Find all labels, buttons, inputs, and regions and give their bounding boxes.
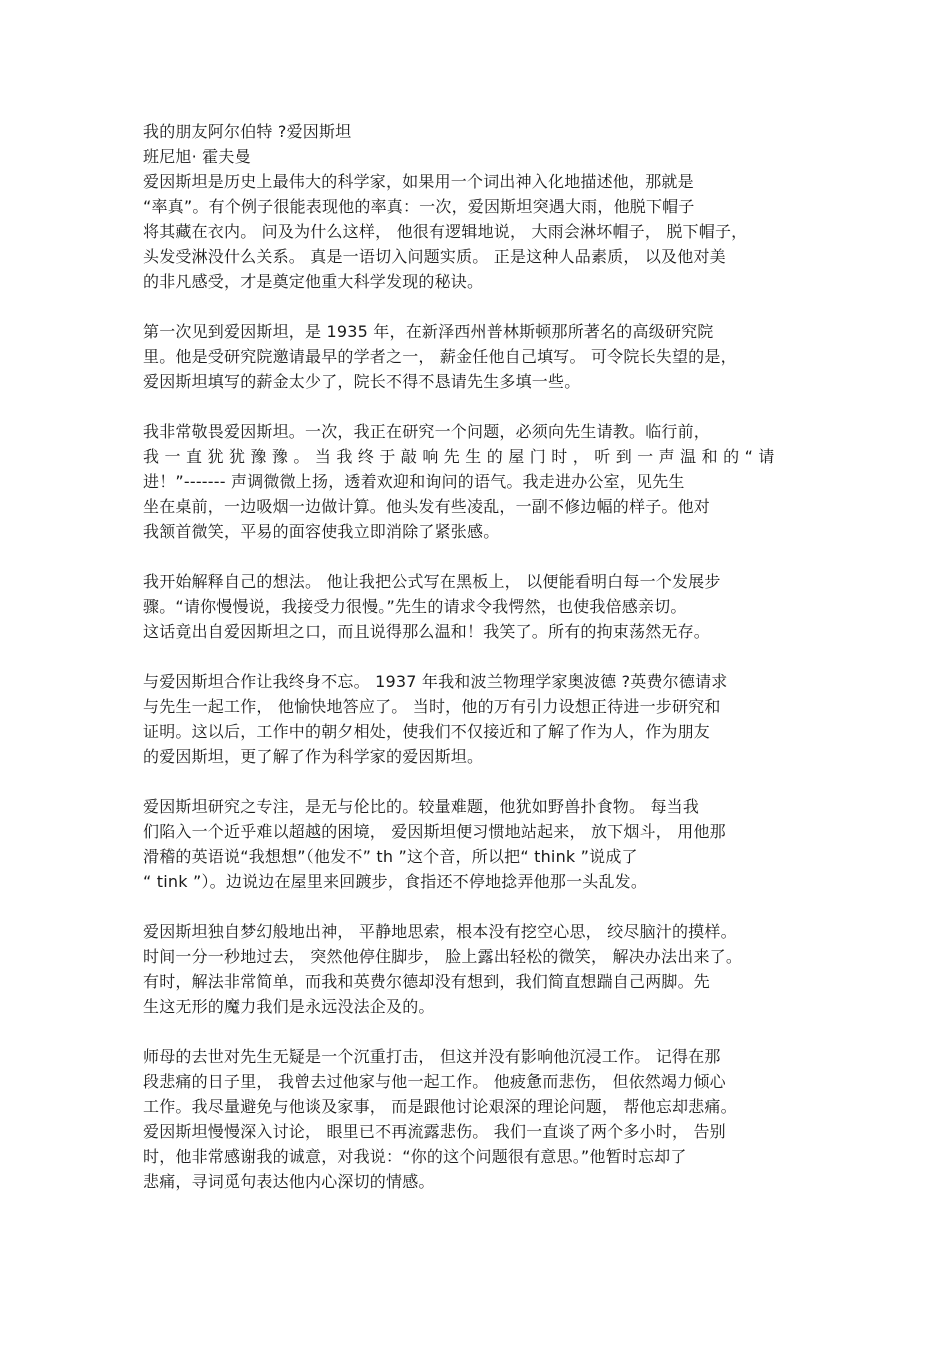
paragraph-line: 爱因斯坦独自梦幻般地出神， 平静地思索，根本没有挖空心思， 绞尽脑汁的摸样。 bbox=[143, 922, 737, 941]
paragraph bbox=[143, 919, 815, 1019]
paragraph bbox=[143, 169, 815, 294]
paragraph-line: 进！”------- 声调微微上扬，透着欢迎和询问的语气。我走进办公室，见先生 bbox=[143, 472, 685, 491]
paragraph-line: “率真”。有个例子很能表现他的率真：一次，爱因斯坦突遇大雨，他脱下帽子 bbox=[143, 197, 695, 216]
paragraph-line: 工作。我尽量避免与他谈及家事， 而是跟他讨论艰深的理论问题， 帮他忘却悲痛。 bbox=[143, 1097, 737, 1116]
paragraph-line: 我非常敬畏爱因斯坦。一次，我正在研究一个问题，必须向先生请教。临行前， bbox=[143, 422, 711, 441]
paragraph-line: 与爱因斯坦合作让我终身不忘。 1937 年我和波兰物理学家奥波德 ?英费尔德请求 bbox=[143, 672, 728, 691]
paragraph-gap bbox=[143, 394, 815, 419]
paragraph-line: 我颔首微笑，平易的面容使我立即消除了紧张感。 bbox=[143, 522, 500, 541]
paragraph bbox=[143, 569, 815, 644]
paragraph-line: 爱因斯坦填写的薪金太少了，院长不得不恳请先生多填一些。 bbox=[143, 372, 581, 391]
paragraph-line: 坐在桌前，一边吸烟一边做计算。他头发有些凌乱，一副不修边幅的样子。他对 bbox=[143, 497, 711, 516]
paragraph-line: 爱因斯坦慢慢深入讨论， 眼里已不再流露悲伤。 我们一直谈了两个多小时， 告别 bbox=[143, 1122, 726, 1141]
paragraph bbox=[143, 319, 815, 394]
paragraph-line: 的非凡感受，才是奠定他重大科学发现的秘诀。 bbox=[143, 272, 484, 291]
paragraph-line: 师母的去世对先生无疑是一个沉重打击， 但这并没有影响他沉浸工作。 记得在那 bbox=[143, 1047, 721, 1066]
paragraph-gap bbox=[143, 769, 815, 794]
paragraph-line: 们陷入一个近乎难以超越的困境， 爱因斯坦便习惯地站起来， 放下烟斗， 用他那 bbox=[143, 822, 726, 841]
paragraph-line: 段悲痛的日子里， 我曾去过他家与他一起工作。 他疲惫而悲伤， 但依然竭力倾心 bbox=[143, 1072, 726, 1091]
paragraph-line: 的爱因斯坦，更了解了作为科学家的爱因斯坦。 bbox=[143, 747, 484, 766]
document-body bbox=[143, 119, 815, 1194]
paragraph bbox=[143, 1044, 815, 1194]
paragraph-line: 里。他是受研究院邀请最早的学者之一， 薪金任他自己填写。 可令院长失望的是， bbox=[143, 347, 737, 366]
paragraph-line: 这话竟出自爱因斯坦之口，而且说得那么温和！我笑了。所有的拘束荡然无存。 bbox=[143, 622, 711, 641]
paragraph-line: 第一次见到爱因斯坦，是 1935 年，在新泽西州普林斯顿那所著名的高级研究院 bbox=[143, 322, 714, 341]
paragraph-line: 时间一分一秒地过去， 突然他停住脚步， 脸上露出轻松的微笑， 解决办法出来了。 bbox=[143, 947, 743, 966]
paragraph-line: 生这无形的魔力我们是永远没法企及的。 bbox=[143, 997, 435, 1016]
paragraph-line: 悲痛，寻词觅句表达他内心深切的情感。 bbox=[143, 1172, 435, 1191]
paragraph-gap bbox=[143, 894, 815, 919]
paragraph-gap bbox=[143, 544, 815, 569]
paragraph-gap bbox=[143, 1019, 815, 1044]
paragraph-line: 爱因斯坦研究之专注，是无与伦比的。较量难题，他犹如野兽扑食物。 每当我 bbox=[143, 797, 700, 816]
paragraph-line: 我 一 直 犹 犹 豫 豫 。 当 我 终 于 敲 响 先 生 的 屋 门 时 ， 听 到 一 声 温 和 的 “ 请 bbox=[143, 447, 775, 466]
paragraph-line: 头发受淋没什么关系。 真是一语切入问题实质。 正是这种人品素质， 以及他对美 bbox=[143, 247, 726, 266]
paragraph-line: 证明。这以后，工作中的朝夕相处，使我们不仅接近和了解了作为人，作为朋友 bbox=[143, 722, 711, 741]
paragraph-line: 将其藏在衣内。 问及为什么这样， 他很有逻辑地说， 大雨会淋坏帽子， 脱下帽子， bbox=[143, 222, 748, 241]
document-author: 班尼旭· 霍夫曼 bbox=[143, 147, 251, 166]
paragraph-list bbox=[143, 169, 815, 1194]
paragraph bbox=[143, 419, 815, 544]
paragraph-gap bbox=[143, 644, 815, 669]
paragraph-line: 爱因斯坦是历史上最伟大的科学家，如果用一个词出神入化地描述他，那就是 bbox=[143, 172, 694, 191]
paragraph-line: 滑稽的英语说“我想想”（他发不” th ”这个音，所以把“ think ”说成了 bbox=[143, 847, 638, 866]
paragraph-line: 时，他非常感谢我的诚意，对我说：“你的这个问题很有意思。”他暂时忘却了 bbox=[143, 1147, 687, 1166]
paragraph-line: 有时，解法非常简单，而我和英费尔德却没有想到，我们简直想踹自己两脚。先 bbox=[143, 972, 711, 991]
paragraph-gap bbox=[143, 294, 815, 319]
paragraph-line: “ tink ”）。边说边在屋里来回踱步，食指还不停地捻弄他那一头乱发。 bbox=[143, 872, 648, 891]
paragraph-line: 骤。“请你慢慢说，我接受力很慢。”先生的请求令我愕然，也使我倍感亲切。 bbox=[143, 597, 687, 616]
paragraph bbox=[143, 794, 815, 894]
paragraph-line: 与先生一起工作， 他愉快地答应了。 当时，他的万有引力设想正待进一步研究和 bbox=[143, 697, 721, 716]
paragraph bbox=[143, 669, 815, 769]
document-title: 我的朋友阿尔伯特 ?爱因斯坦 bbox=[143, 122, 352, 141]
paragraph-line: 我开始解释自己的想法。 他让我把公式写在黑板上， 以便能看明白每一个发展步 bbox=[143, 572, 721, 591]
